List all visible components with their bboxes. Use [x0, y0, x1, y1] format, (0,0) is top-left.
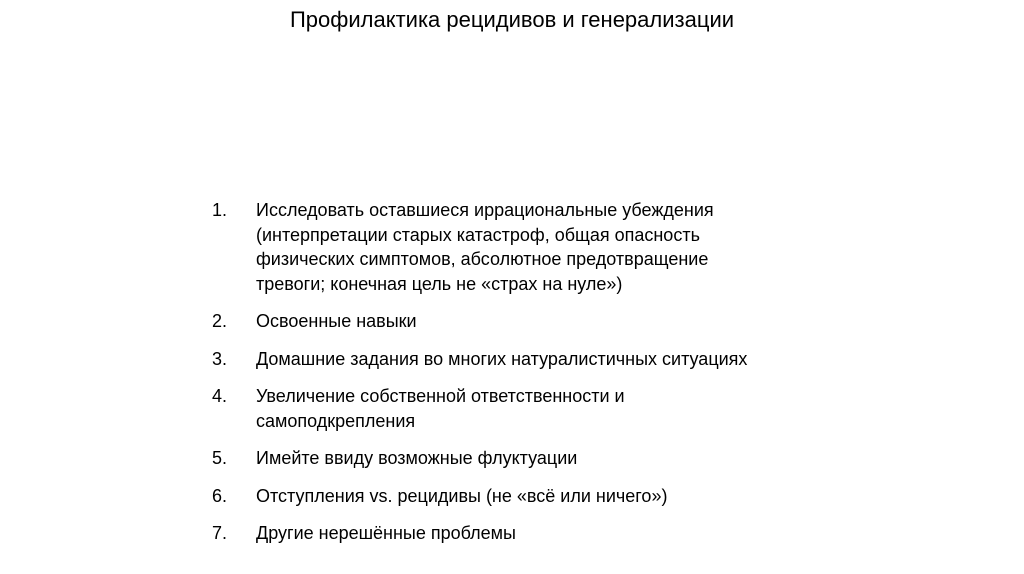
list-item-number: 5. [212, 448, 228, 468]
list-item-line: Отступления vs. рецидивы (не «всё или ничего») [256, 485, 668, 506]
list-item [208, 347, 888, 372]
slide-title: Профилактика рецидивов и генерализации [289, 7, 735, 32]
list-item [208, 198, 888, 296]
list-item-number: 7. [212, 523, 228, 543]
numbered-list [208, 198, 888, 559]
list-item-text [256, 198, 888, 296]
list-item-text [256, 446, 888, 471]
list-item [208, 484, 888, 509]
list-item-text [256, 384, 888, 433]
list-item-text [256, 521, 888, 546]
list-item-line: Другие нерешённые проблемы [256, 523, 516, 543]
list-item-number: 6. [212, 485, 228, 506]
list-item-line: Домашние задания во многих натуралистичных ситуациях [256, 348, 748, 369]
list-item-line: самоподкрепления [256, 410, 416, 431]
list-item [208, 446, 888, 471]
list-item-number: 4. [212, 386, 228, 406]
list-item-text [256, 484, 888, 509]
list-item-number: 3. [212, 348, 228, 369]
list-item [208, 309, 888, 334]
list-item-line: Освоенные навыки [256, 311, 417, 331]
list-item-text [256, 309, 888, 334]
list-item-line: Увеличение собственной ответственности и [256, 386, 625, 406]
list-item [208, 384, 888, 433]
list-item-text [256, 347, 888, 372]
list-item-line: (интерпретации старых катастроф, общая опасность [256, 224, 700, 245]
list-item-line: Имейте ввиду возможные флуктуации [256, 448, 578, 468]
list-item-line: физических симптомов, абсолютное предотвращение [256, 249, 709, 269]
list-item-number: 2. [212, 311, 228, 331]
list-item-line: Исследовать оставшиеся иррациональные убеждения [256, 200, 714, 220]
list-item [208, 521, 888, 546]
list-item-line: тревоги; конечная цель не «страх на нуле») [256, 273, 623, 294]
list-item-number: 1. [212, 200, 228, 220]
